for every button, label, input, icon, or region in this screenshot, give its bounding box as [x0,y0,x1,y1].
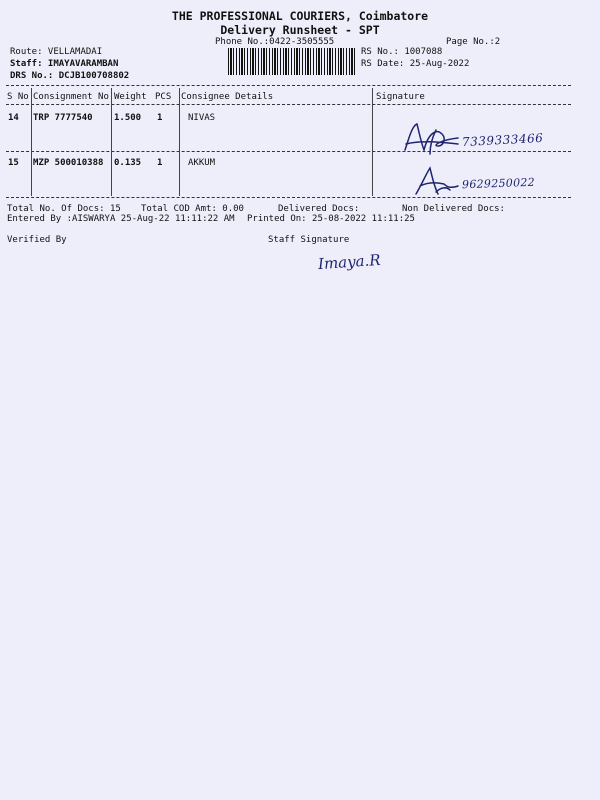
rs-date: RS Date: 25-Aug-2022 [361,59,470,69]
table-top-rule [6,85,571,86]
staff-label: Staff: IMAYAVARAMBAN [10,59,119,69]
staff-signature: Imaya.R [317,250,382,274]
row-sno: 15 [8,158,19,168]
recipient-phone-2: 9629250022 [461,175,536,192]
header-pcs: PCS [155,92,172,102]
header-sno: S No [7,92,29,102]
row-sno: 14 [8,113,19,123]
recipient-signature-1 [400,118,462,158]
row-weight: 1.500 [114,113,142,123]
header-consignment: Consignment No [33,92,109,102]
recipient-signature-2 [412,164,460,200]
entered-by: Entered By :AISWARYA 25-Aug-22 11:11:22 AM [7,214,235,224]
drs-number: DRS No.: DCJB100708802 [10,71,130,81]
printed-on: Printed On: 25-08-2022 11:11:25 [247,214,415,224]
page-number: Page No.:2 [446,37,501,47]
row-consignment: TRP 7777540 [33,113,93,123]
phone-number: Phone No.:0422-3505555 [215,37,335,47]
non-delivered-docs: Non Delivered Docs: [402,204,505,214]
row-consignee: AKKUM [188,158,216,168]
route-label: Route: VELLAMADAI [10,47,103,57]
header-consignee: Consignee Details [181,92,274,102]
table-bottom-rule [6,197,571,198]
col-divider-4 [372,88,373,196]
col-divider-2 [111,88,112,196]
document-subtitle: Delivery Runsheet - SPT [220,23,380,37]
total-cod-amount: Total COD Amt: 0.00 [141,204,244,214]
rs-number: RS No.: 1007088 [361,47,443,57]
verified-by-label: Verified By [7,235,67,245]
delivered-docs: Delivered Docs: [278,204,360,214]
table-header-rule [6,104,571,105]
row-pcs: 1 [157,113,163,123]
row-divider [6,151,571,152]
row-consignment: MZP 500010388 [33,158,104,168]
header-signature: Signature [376,92,425,102]
company-title: THE PROFESSIONAL COURIERS, Coimbatore [171,9,429,23]
row-pcs: 1 [157,158,163,168]
row-weight: 0.135 [114,158,142,168]
staff-signature-label: Staff Signature [268,235,350,245]
row-consignee: NIVAS [188,113,216,123]
col-divider-1 [31,88,32,196]
barcode-image [228,48,356,75]
col-divider-3 [179,88,180,196]
total-docs: Total No. Of Docs: 15 [7,204,121,214]
recipient-phone-1: 7339333466 [461,130,544,150]
header-weight: Weight [114,92,147,102]
